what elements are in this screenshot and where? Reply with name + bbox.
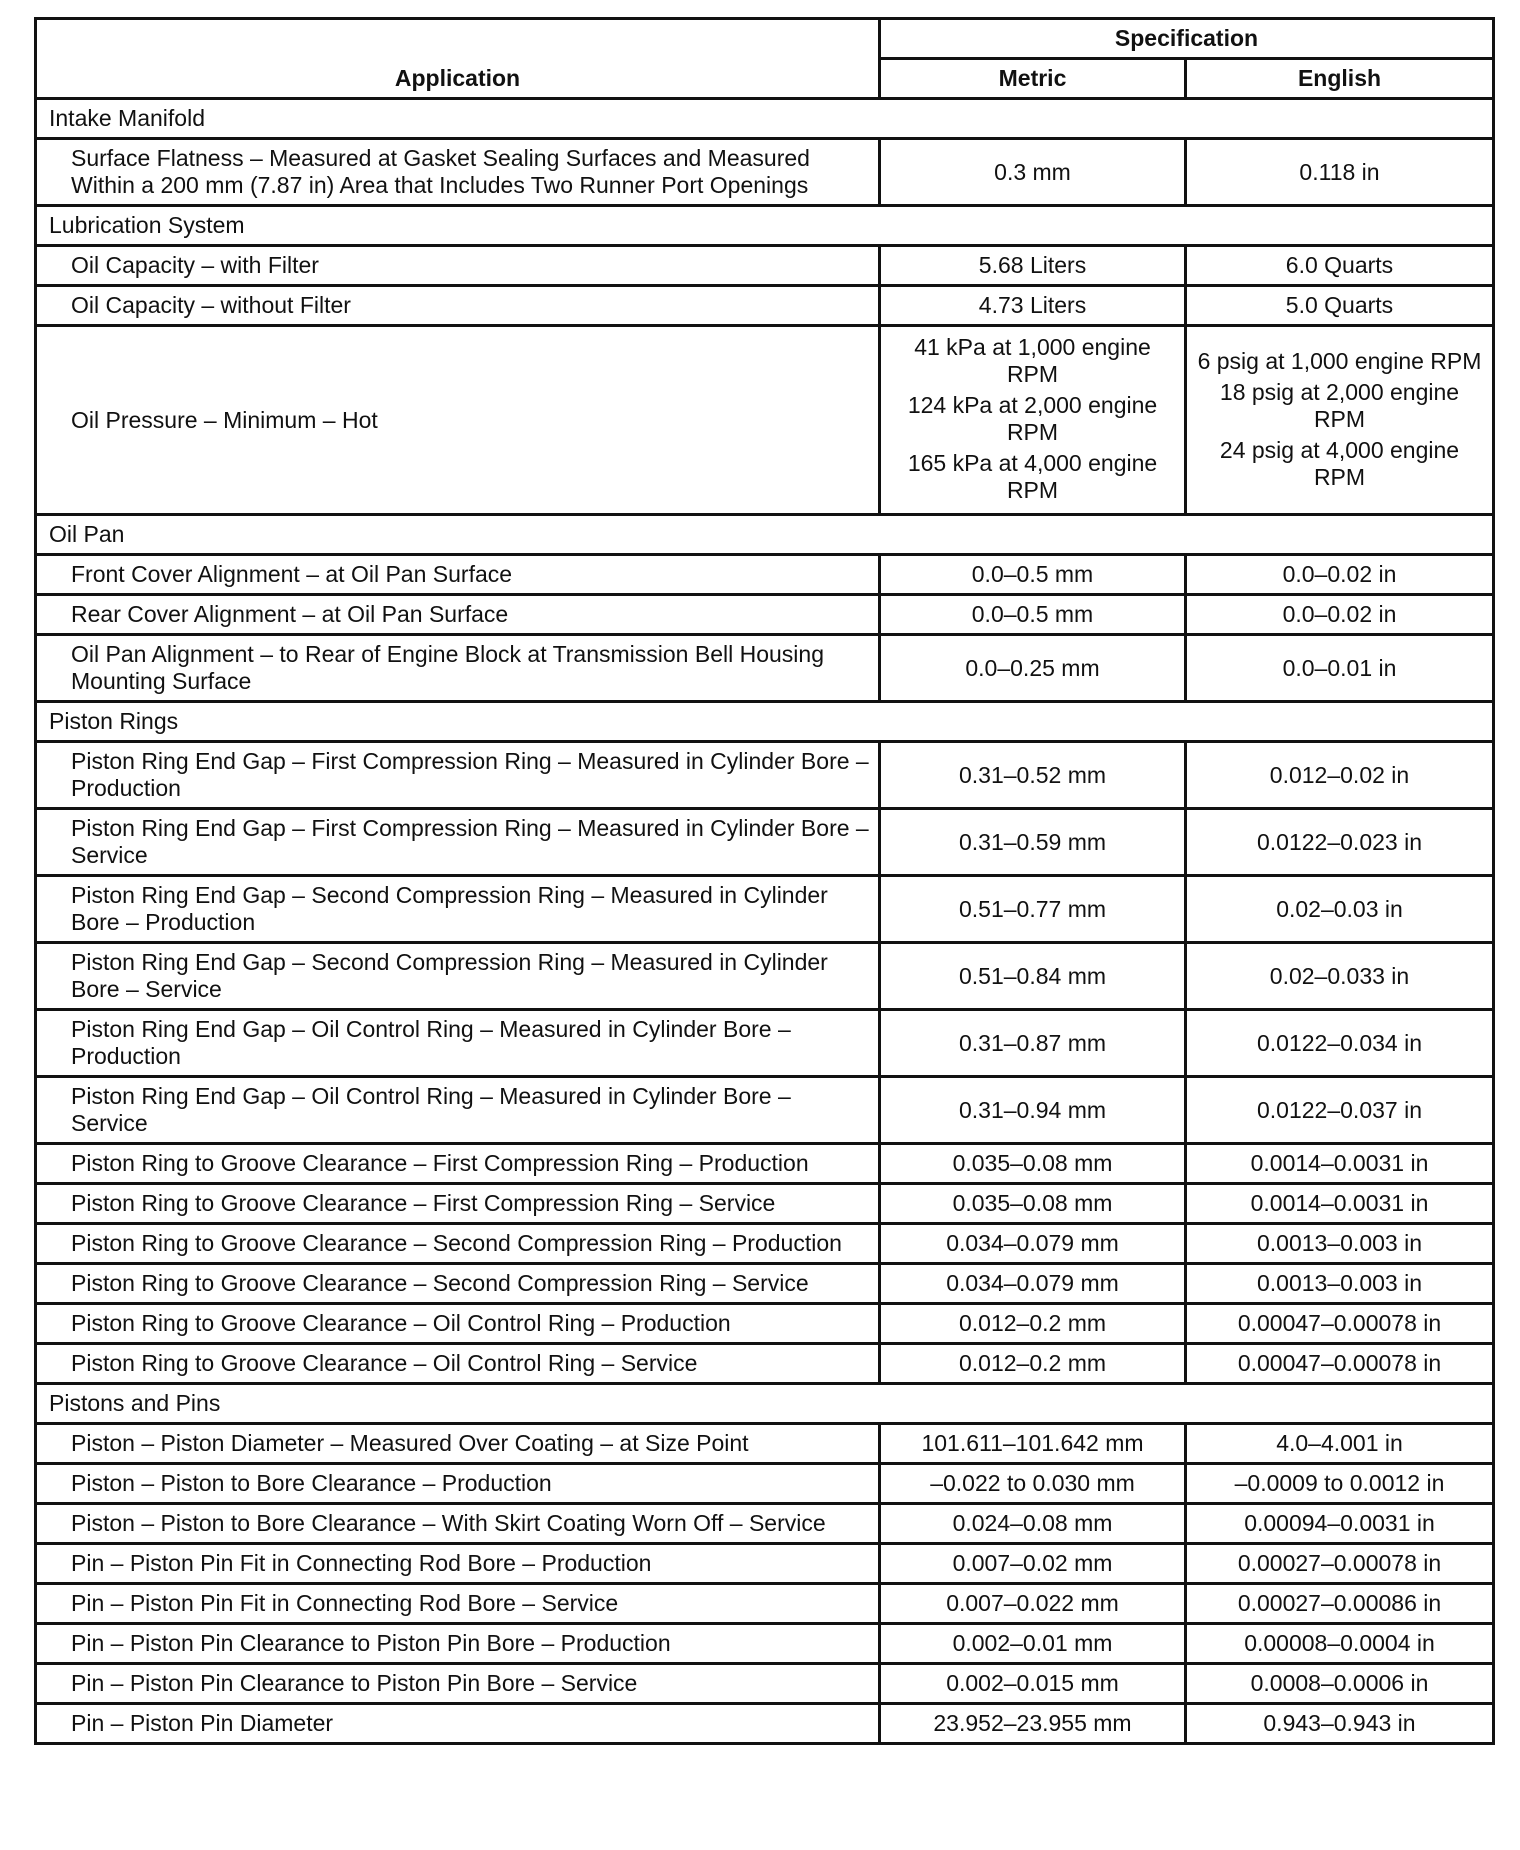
section-title: Piston Rings (36, 702, 1494, 742)
metric-cell: 0.0–0.25 mm (880, 635, 1186, 702)
english-cell: 0.00047–0.00078 in (1186, 1304, 1494, 1344)
table-row (36, 943, 1494, 1010)
metric-cell: 0.012–0.2 mm (880, 1344, 1186, 1384)
english-cell (1186, 326, 1494, 515)
application-cell: Piston – Piston to Bore Clearance – Production (36, 1464, 880, 1504)
table-row (36, 326, 1494, 515)
metric-cell: 0.0–0.5 mm (880, 595, 1186, 635)
section-title: Pistons and Pins (36, 1384, 1494, 1424)
table-row (36, 1264, 1494, 1304)
table-row (36, 1624, 1494, 1664)
metric-cell: 0.51–0.77 mm (880, 876, 1186, 943)
metric-cell: 0.007–0.022 mm (880, 1584, 1186, 1624)
english-cell: 0.0014–0.0031 in (1186, 1144, 1494, 1184)
table-row (36, 1224, 1494, 1264)
application-cell: Piston Ring End Gap – First Compression Ring – Measured in Cylinder Bore – Service (36, 809, 880, 876)
english-cell: 0.02–0.03 in (1186, 876, 1494, 943)
english-cell: 0.0013–0.003 in (1186, 1264, 1494, 1304)
table-row (36, 1424, 1494, 1464)
metric-cell: 0.034–0.079 mm (880, 1224, 1186, 1264)
metric-value: 124 kPa at 2,000 engine RPM (907, 392, 1158, 445)
table-row (36, 1184, 1494, 1224)
application-cell: Oil Pressure – Minimum – Hot (36, 326, 880, 515)
application-cell: Pin – Piston Pin Clearance to Piston Pin Bore – Production (36, 1624, 880, 1664)
application-cell: Piston Ring to Groove Clearance – Second Compression Ring – Service (36, 1264, 880, 1304)
header-english: English (1186, 59, 1494, 99)
section-row (36, 702, 1494, 742)
table-row (36, 286, 1494, 326)
metric-cell: 0.31–0.94 mm (880, 1077, 1186, 1144)
application-cell: Piston Ring to Groove Clearance – First Compression Ring – Production (36, 1144, 880, 1184)
metric-value: 41 kPa at 1,000 engine RPM (914, 334, 1151, 387)
english-cell: 0.00047–0.00078 in (1186, 1344, 1494, 1384)
application-cell: Piston Ring to Groove Clearance – Second Compression Ring – Production (36, 1224, 880, 1264)
english-cell: 0.0122–0.037 in (1186, 1077, 1494, 1144)
table-row (36, 246, 1494, 286)
metric-cell: 0.31–0.87 mm (880, 1010, 1186, 1077)
english-cell: 5.0 Quarts (1186, 286, 1494, 326)
table-row (36, 595, 1494, 635)
header-metric: Metric (880, 59, 1186, 99)
application-cell: Oil Capacity – with Filter (36, 246, 880, 286)
metric-cell: 101.611–101.642 mm (880, 1424, 1186, 1464)
metric-cell: 0.3 mm (880, 139, 1186, 206)
table-row (36, 635, 1494, 702)
metric-cell: 0.51–0.84 mm (880, 943, 1186, 1010)
table-row (36, 876, 1494, 943)
table-row (36, 1504, 1494, 1544)
table-row (36, 1344, 1494, 1384)
metric-cell: 0.007–0.02 mm (880, 1544, 1186, 1584)
application-cell: Piston Ring to Groove Clearance – Oil Control Ring – Service (36, 1344, 880, 1384)
english-cell: 0.00008–0.0004 in (1186, 1624, 1494, 1664)
application-cell: Piston Ring End Gap – Second Compression Ring – Measured in Cylinder Bore – Production (36, 876, 880, 943)
metric-cell: 0.31–0.59 mm (880, 809, 1186, 876)
table-row (36, 1664, 1494, 1704)
table-body (36, 99, 1494, 1744)
english-cell: 0.00027–0.00086 in (1186, 1584, 1494, 1624)
table-row (36, 555, 1494, 595)
english-cell: 0.118 in (1186, 139, 1494, 206)
table-row (36, 1464, 1494, 1504)
application-cell: Piston – Piston to Bore Clearance – With Skirt Coating Worn Off – Service (36, 1504, 880, 1544)
application-cell: Pin – Piston Pin Fit in Connecting Rod Bore – Service (36, 1584, 880, 1624)
section-row (36, 1384, 1494, 1424)
table-row (36, 1010, 1494, 1077)
application-cell: Pin – Piston Pin Fit in Connecting Rod Bore – Production (36, 1544, 880, 1584)
table-row (36, 1077, 1494, 1144)
english-cell: 0.0122–0.034 in (1186, 1010, 1494, 1077)
english-cell: 0.00094–0.0031 in (1186, 1504, 1494, 1544)
metric-cell: 4.73 Liters (880, 286, 1186, 326)
metric-cell: 5.68 Liters (880, 246, 1186, 286)
application-cell: Piston Ring End Gap – Oil Control Ring – Measured in Cylinder Bore – Production (36, 1010, 880, 1077)
application-cell: Rear Cover Alignment – at Oil Pan Surface (36, 595, 880, 635)
metric-cell: 0.002–0.015 mm (880, 1664, 1186, 1704)
table-row (36, 1544, 1494, 1584)
metric-cell: 0.034–0.079 mm (880, 1264, 1186, 1304)
application-cell: Piston Ring to Groove Clearance – First Compression Ring – Service (36, 1184, 880, 1224)
english-cell: 6.0 Quarts (1186, 246, 1494, 286)
metric-cell: 0.035–0.08 mm (880, 1144, 1186, 1184)
english-cell: 0.0122–0.023 in (1186, 809, 1494, 876)
metric-cell (880, 326, 1186, 515)
section-row (36, 99, 1494, 139)
english-cell: 0.0–0.02 in (1186, 595, 1494, 635)
metric-cell: 23.952–23.955 mm (880, 1704, 1186, 1744)
header-application: Application (36, 19, 880, 99)
english-cell: 0.02–0.033 in (1186, 943, 1494, 1010)
application-cell: Piston Ring to Groove Clearance – Oil Control Ring – Production (36, 1304, 880, 1344)
english-cell: 0.0008–0.0006 in (1186, 1664, 1494, 1704)
table-row (36, 1144, 1494, 1184)
application-cell: Pin – Piston Pin Clearance to Piston Pin Bore – Service (36, 1664, 880, 1704)
english-cell: 0.0014–0.0031 in (1186, 1184, 1494, 1224)
section-row (36, 206, 1494, 246)
application-cell: Piston Ring End Gap – Second Compression Ring – Measured in Cylinder Bore – Service (36, 943, 880, 1010)
table-row (36, 139, 1494, 206)
english-cell: 0.012–0.02 in (1186, 742, 1494, 809)
metric-value: 165 kPa at 4,000 engine RPM (907, 450, 1158, 503)
english-cell: 4.0–4.001 in (1186, 1424, 1494, 1464)
english-cell: 0.00027–0.00078 in (1186, 1544, 1494, 1584)
metric-cell: 0.012–0.2 mm (880, 1304, 1186, 1344)
metric-cell: 0.035–0.08 mm (880, 1184, 1186, 1224)
application-cell: Piston – Piston Diameter – Measured Over Coating – at Size Point (36, 1424, 880, 1464)
application-cell: Oil Pan Alignment – to Rear of Engine Block at Transmission Bell Housing Mounting Surface (36, 635, 880, 702)
english-cell: 0.0–0.02 in (1186, 555, 1494, 595)
metric-cell: –0.022 to 0.030 mm (880, 1464, 1186, 1504)
english-cell: 0.0013–0.003 in (1186, 1224, 1494, 1264)
table-row (36, 809, 1494, 876)
header-specification: Specification (880, 19, 1494, 59)
application-cell: Piston Ring End Gap – Oil Control Ring – Measured in Cylinder Bore – Service (36, 1077, 880, 1144)
english-cell: 0.943–0.943 in (1186, 1704, 1494, 1744)
metric-cell: 0.31–0.52 mm (880, 742, 1186, 809)
english-value: 18 psig at 2,000 engine RPM (1219, 378, 1460, 432)
table-row (36, 1584, 1494, 1624)
english-value: 24 psig at 4,000 engine RPM (1219, 436, 1460, 490)
section-title: Lubrication System (36, 206, 1494, 246)
english-cell: 0.0–0.01 in (1186, 635, 1494, 702)
metric-cell: 0.0–0.5 mm (880, 555, 1186, 595)
section-title: Oil Pan (36, 515, 1494, 555)
section-title: Intake Manifold (36, 99, 1494, 139)
english-value: 6 psig at 1,000 engine RPM (1197, 347, 1482, 374)
english-cell: –0.0009 to 0.0012 in (1186, 1464, 1494, 1504)
section-row (36, 515, 1494, 555)
table-row (36, 1304, 1494, 1344)
application-cell: Oil Capacity – without Filter (36, 286, 880, 326)
specification-table (34, 17, 1495, 1745)
application-cell: Piston Ring End Gap – First Compression Ring – Measured in Cylinder Bore – Production (36, 742, 880, 809)
metric-cell: 0.024–0.08 mm (880, 1504, 1186, 1544)
metric-cell: 0.002–0.01 mm (880, 1624, 1186, 1664)
table-row (36, 1704, 1494, 1744)
application-cell: Pin – Piston Pin Diameter (36, 1704, 880, 1744)
application-cell: Front Cover Alignment – at Oil Pan Surface (36, 555, 880, 595)
application-cell: Surface Flatness – Measured at Gasket Sealing Surfaces and Measured Within a 200 mm (7.87 in) Area that Includes Two Runner Port Openings (36, 139, 880, 206)
table-row (36, 742, 1494, 809)
